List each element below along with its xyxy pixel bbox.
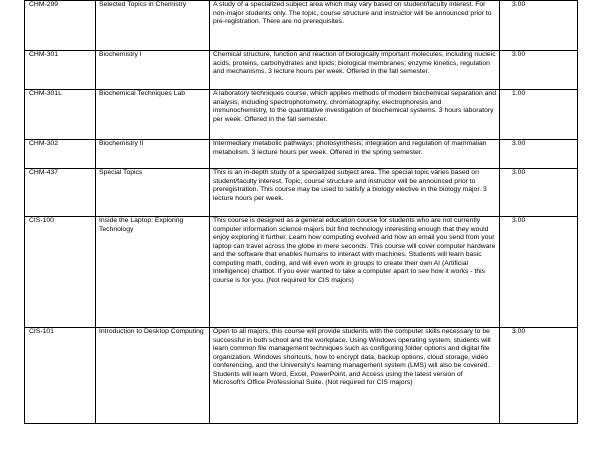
course-credits: 3.00 [500,169,578,217]
table-row [25,169,578,217]
course-title: Special Topics [96,169,210,217]
course-code: CIS-100 [25,217,96,328]
course-title: Biochemistry I [96,51,210,90]
course-description: A study of a specialized subject area which may vary based on student/faculty interest. For non-major students only. The topic, course structure and instructor will be announced prior to pre-registration. There are no prerequisites. [210,1,500,51]
course-title: Introduction to Desktop Computing [96,328,210,424]
table-row [25,51,578,90]
course-description: Intermediary metabolic pathways; photosynthesis; integration and regulation of mammalian metabolism. 3 lecture hours per week. Offered in the spring semester. [210,140,500,169]
course-catalog-page [24,0,577,424]
table-row [25,90,578,140]
course-title: Inside the Laptop: Exploring Technology [96,217,210,328]
course-credits: 3.00 [500,1,578,51]
course-credits: 3.00 [500,217,578,328]
course-code: CHM-301 [25,51,96,90]
course-credits: 3.00 [500,140,578,169]
course-table [24,0,578,424]
table-row [25,1,578,51]
course-description: A laboratory techniques course, which applies methods of modern biochemical separation and analysis, including spectrophotometry, chromatography, electrophoresis and immunochemistry, to the quantitative investigation of biochemical systems. 3 hours laboratory per week. Offered in the fall semester. [210,90,500,140]
course-credits: 1.00 [500,90,578,140]
course-code: CHM-301L [25,90,96,140]
course-description: Open to all majors, this course will provide students with the computer skills necessary to be successful in both school and the workplace. Using Windows operating system, students will learn common file management techniques such as configuring folder options and digital file organization. Windows shortcuts, how to encrypt data, backup options, cloud storage, video conferencing, and the University's learning management system (LMS) will also be covered. Students will learn Word, Excel, PowerPoint, and Access using the latest version of Microsoft's Office Professional Suite. (Not required for CIS majors) [210,328,500,424]
course-description: This course is designed as a general education course for students who are not currently computer information science majors but find technology interesting enough that they would enjoy exploring it further. Learn how computing evolved and how an email you send from your laptop can travel across the globe in mere seconds. This course will cover computer hardware and the software that enables humans to interact with machines. Students will learn basic computing math, coding, and will even work in groups to create their own AI (Artificial Intelligence) chatbot. If you ever wanted to take a computer apart to see how it works - this course is for you. (Not required for CIS majors) [210,217,500,328]
course-credits: 3.00 [500,51,578,90]
course-code: CHM-437 [25,169,96,217]
course-title: Selected Topics in Chemistry [96,1,210,51]
table-row [25,140,578,169]
course-description: This is an in-depth study of a specialized subject area. The special topic varies based on student/faculty interest. Topic, course structure and instructor will be announced prior to preregistration. This course may be used to satisfy a biology elective in the biology major. 3 lecture hours per week. [210,169,500,217]
course-code: CHM-299 [25,1,96,51]
course-description: Chemical structure, function and reaction of biologically important molecules, including nucleic acids, proteins, carbohydrates and lipids; biological membranes; enzyme kinetics, regulation and mechanisms. 3 lecture hours per week. Offered in the fall semester. [210,51,500,90]
table-row [25,217,578,328]
course-credits: 3.00 [500,328,578,424]
course-title: Biochemical Techniques Lab [96,90,210,140]
course-title: Biochemistry II [96,140,210,169]
course-code: CHM-302 [25,140,96,169]
course-code: CIS-101 [25,328,96,424]
table-row [25,328,578,424]
